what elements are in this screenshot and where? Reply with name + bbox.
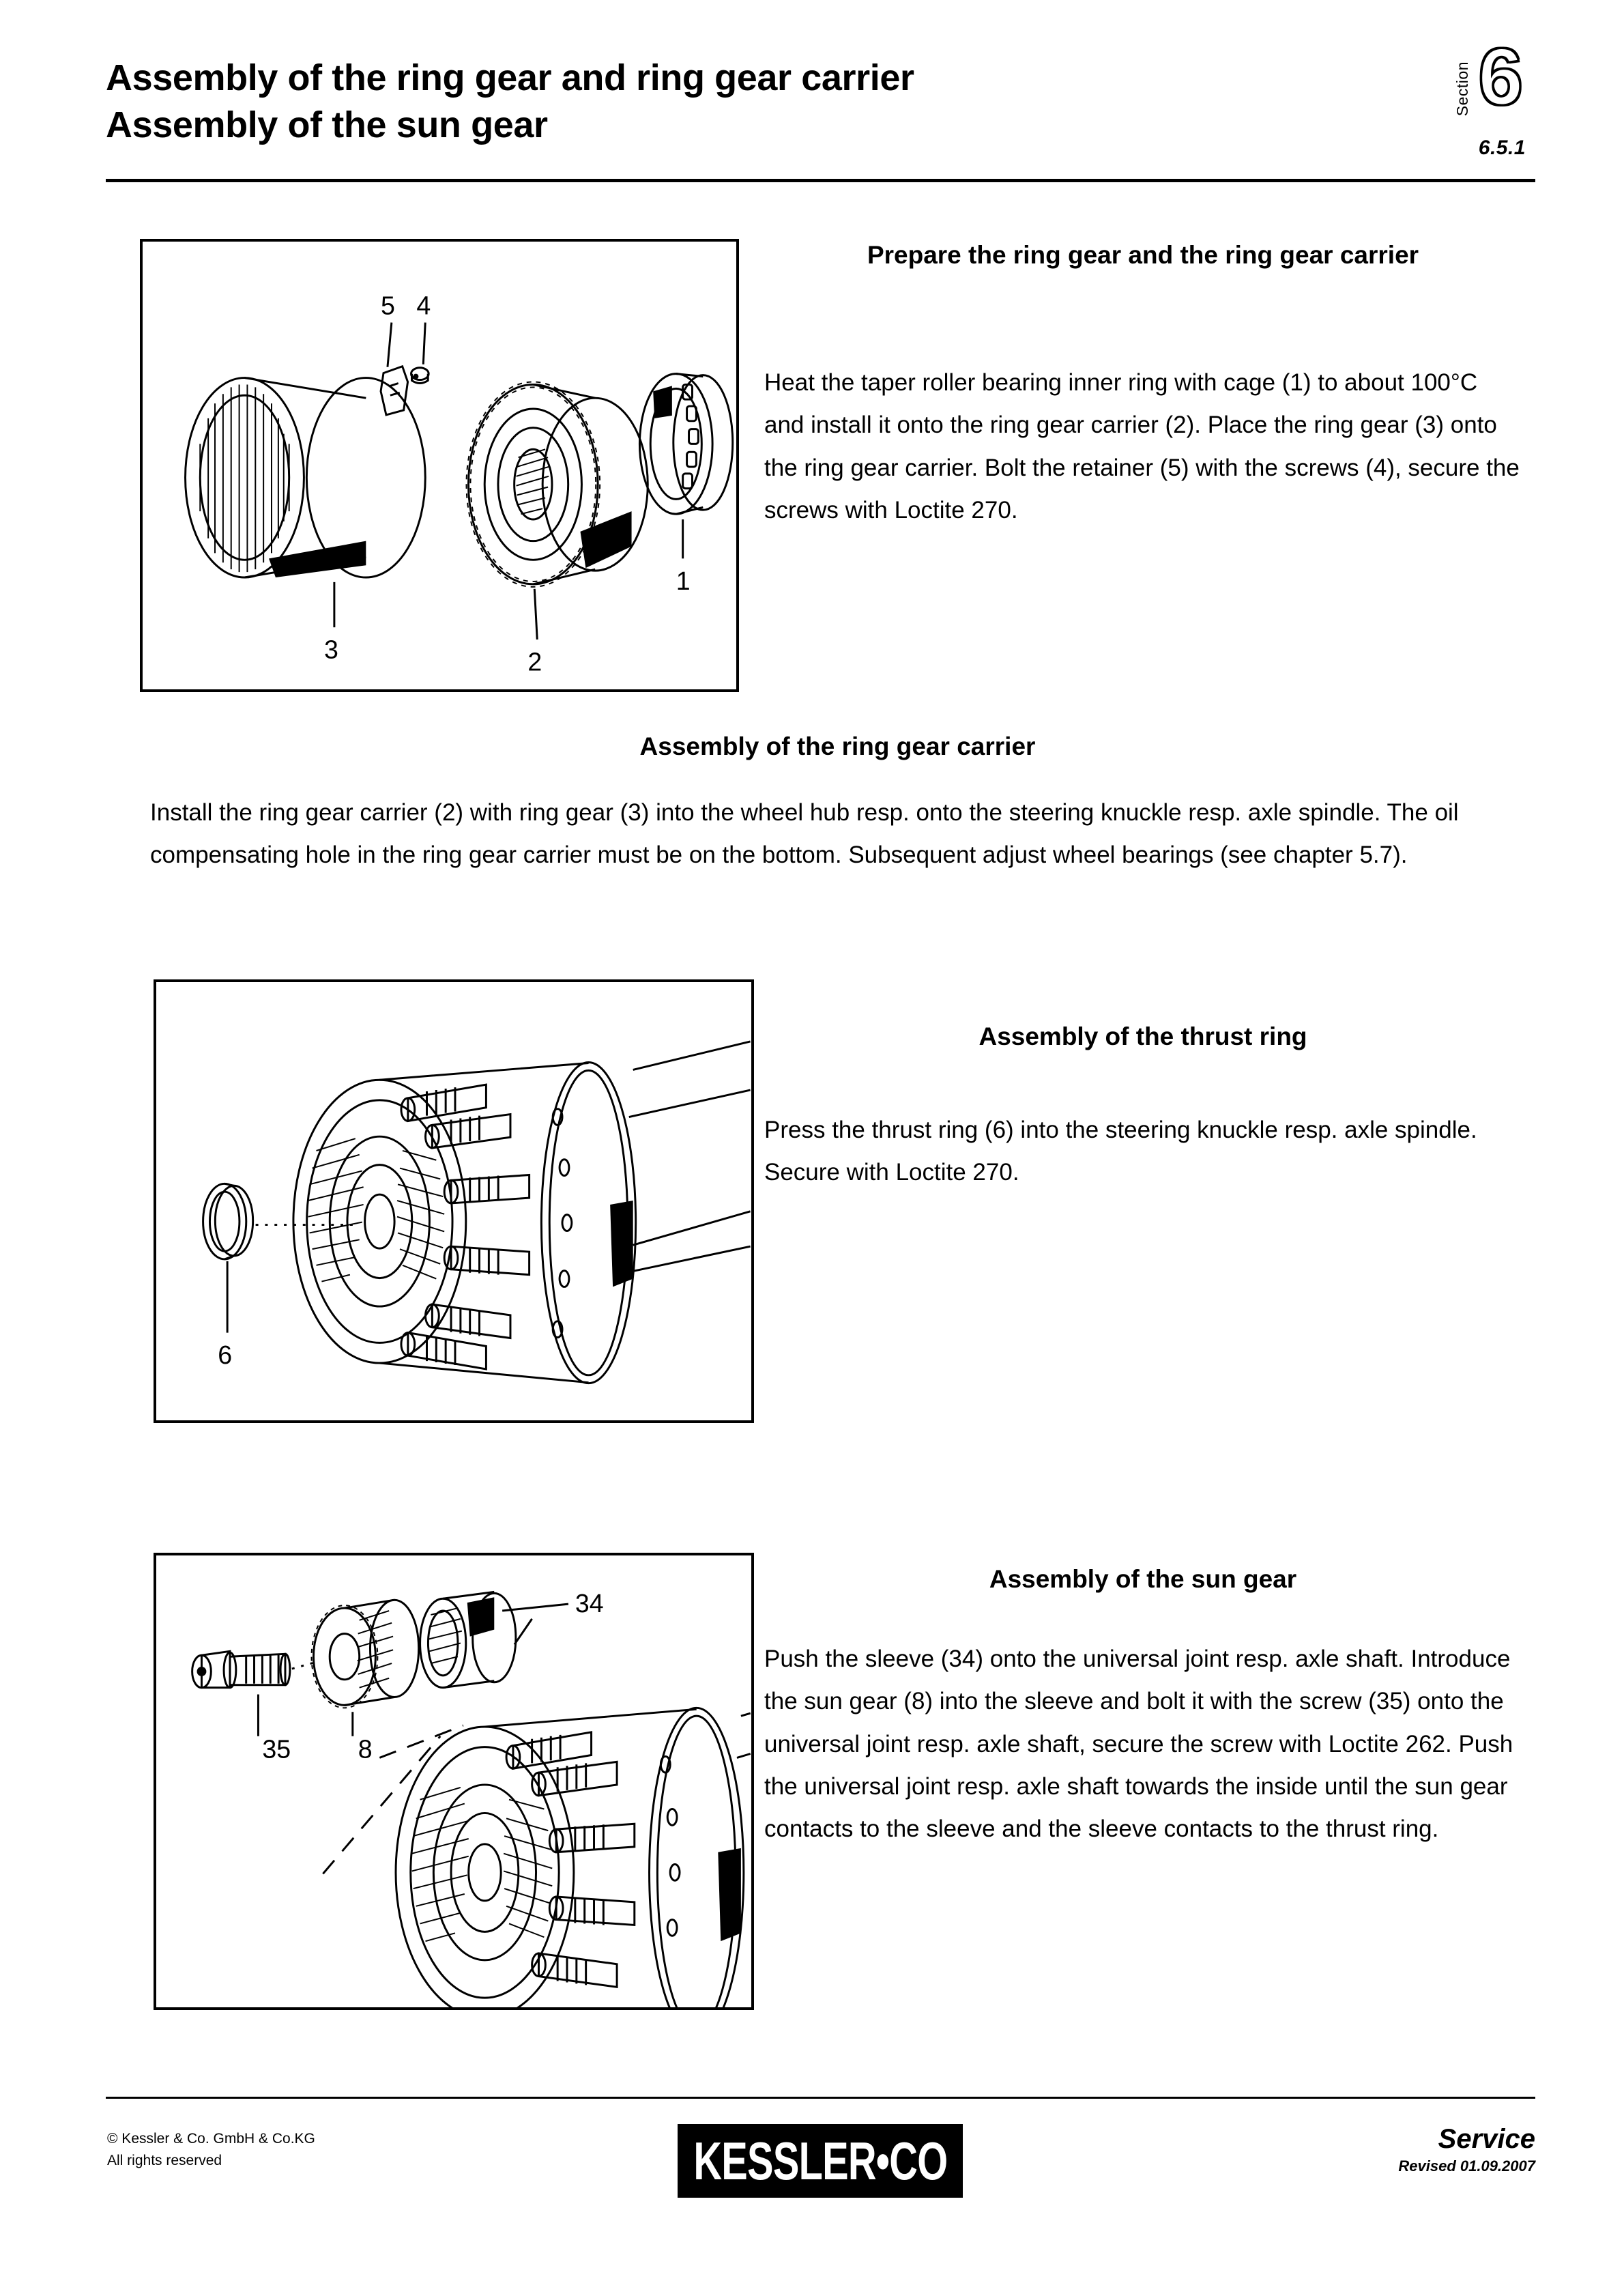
header-divider xyxy=(106,179,1535,182)
footer-service-block xyxy=(1398,2124,1535,2178)
sun-gear-drawing xyxy=(156,1555,751,2007)
callout-35: 35 xyxy=(262,1734,291,1764)
callout-3: 3 xyxy=(324,635,338,664)
figure-exploded-ring-gear-assembly xyxy=(140,239,739,692)
paragraph-thrust: Press the thrust ring (6) into the steering knuckle resp. axle spindle. Secure with Loctite 270. xyxy=(764,1117,1477,1186)
footer-divider xyxy=(106,2097,1535,2099)
copyright-line-2: All rights reserved xyxy=(107,2152,222,2168)
thrust-ring-drawing xyxy=(156,982,751,1420)
title-line-2: Assembly of the sun gear xyxy=(106,104,548,146)
service-label: Service xyxy=(1438,2124,1535,2154)
kessler-co-logo xyxy=(678,2124,963,2198)
paragraph-carrier: Install the ring gear carrier (2) with ring gear (3) into the wheel hub resp. onto the steering knuckle resp. axle spindle. The oil compensating hole in the ring gear carrier must be on the bottom. Subsequent adjust wheel bearings (see chapter 5.7). xyxy=(150,799,1459,869)
callout-1: 1 xyxy=(676,566,691,595)
figure-sun-gear-assembly xyxy=(154,1553,754,2010)
section-subnumber: 6.5.1 xyxy=(1478,137,1526,159)
revised-date: Revised 01.09.2007 xyxy=(1398,2157,1535,2175)
callout-2: 2 xyxy=(527,647,542,676)
callout-34: 34 xyxy=(575,1588,604,1618)
heading-prepare-ring-gear: Prepare the ring gear and the ring gear carrier xyxy=(867,241,1419,269)
section-marker xyxy=(1378,32,1535,179)
footer-copyright xyxy=(107,2128,315,2171)
text-prepare-ring-gear xyxy=(764,362,1522,532)
figure-wheel-hub-with-thrust-ring xyxy=(154,979,754,1423)
logo-wordmark: KESSLER•CO xyxy=(693,2131,948,2191)
text-assembly-sun-gear xyxy=(764,1638,1522,1850)
text-assembly-ring-gear-carrier xyxy=(150,792,1535,877)
paragraph-prepare: Heat the taper roller bearing inner ring with cage (1) to about 100°C and install it onto the ring gear carrier (2). Place the ring gear (3) onto the ring gear carrier. Bolt the retainer (5) with the screws (4), secure the screws with Loctite 270. xyxy=(764,369,1520,523)
heading-assembly-ring-gear-carrier: Assembly of the ring gear carrier xyxy=(639,732,1036,760)
copyright-line-1: © Kessler & Co. GmbH & Co.KG xyxy=(107,2131,315,2147)
section-number-badge: 6 xyxy=(1478,32,1523,122)
text-assembly-thrust-ring xyxy=(764,1109,1522,1194)
callout-6: 6 xyxy=(218,1340,233,1370)
page-header xyxy=(106,32,1535,184)
page-title xyxy=(106,55,1307,149)
section-word-label: Section xyxy=(1453,61,1471,117)
title-line-1: Assembly of the ring gear and ring gear carrier xyxy=(106,57,914,98)
callout-4: 4 xyxy=(416,291,431,320)
callout-5: 5 xyxy=(381,291,395,320)
callout-8: 8 xyxy=(358,1734,373,1764)
ring-gear-exploded-drawing xyxy=(143,242,736,689)
paragraph-sun: Push the sleeve (34) onto the universal joint resp. axle shaft. Introduce the sun gear (8) into the sleeve and bolt it with the screw (35) onto the universal joint resp. axle shaft, secure the screw with Loctite 262. Push the universal joint resp. axle shaft towards the inside until the sun gear contacts to the sleeve and the sleeve contacts to the thrust ring. xyxy=(764,1646,1513,1843)
heading-assembly-sun-gear: Assembly of the sun gear xyxy=(989,1565,1297,1593)
heading-assembly-thrust-ring: Assembly of the thrust ring xyxy=(978,1022,1307,1050)
